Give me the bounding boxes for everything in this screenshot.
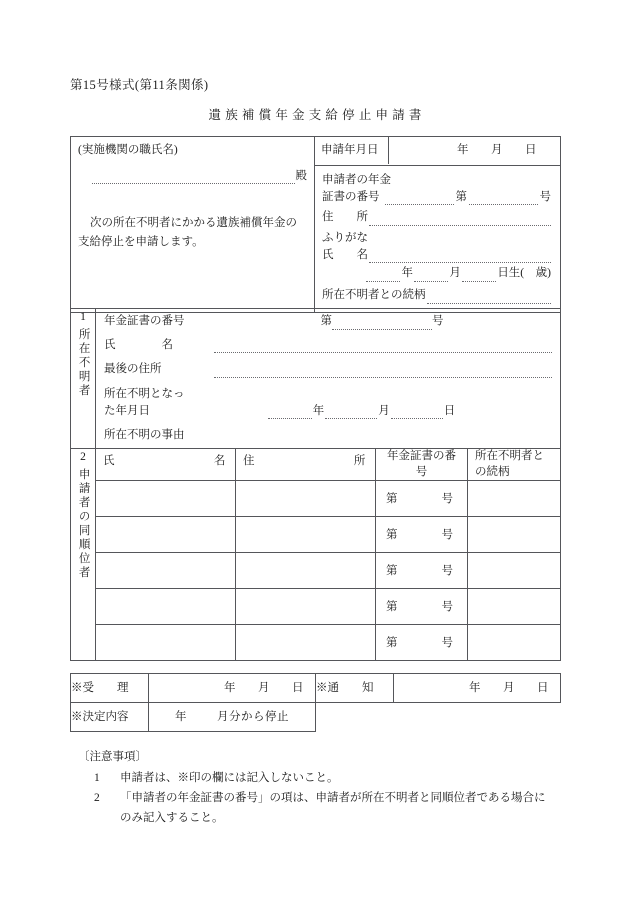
- col-header-relation-line1: 所在不明者と: [475, 450, 544, 463]
- dotted-line: [369, 213, 551, 226]
- application-date-value[interactable]: [389, 137, 560, 164]
- form-number: 第15号様式(第11条関係): [70, 78, 209, 92]
- note-item: [78, 788, 558, 808]
- col-header-address-right: 所: [353, 455, 368, 468]
- missing-person-last-address-label: 最後の住所: [104, 363, 162, 376]
- document-title: 遺族補償年金支給停止申請書: [208, 108, 426, 122]
- year-kanji: 年: [224, 681, 236, 694]
- year-kanji: 年: [312, 404, 325, 417]
- row-cert-cell[interactable]: [376, 481, 468, 517]
- birth-year-kanji: 年: [401, 267, 413, 280]
- dotted-line: [214, 340, 552, 353]
- application-date-cell: [315, 137, 561, 166]
- missing-since-label-line2: た年月日: [104, 404, 150, 417]
- section2-number: 2: [80, 451, 86, 464]
- notes-section: [78, 747, 558, 829]
- section1-vertical-label: [71, 309, 96, 449]
- empty-cell: [316, 703, 394, 732]
- month-kanji: 月: [258, 681, 270, 694]
- row-name-cell[interactable]: [96, 625, 236, 661]
- month-kanji: 月: [378, 404, 390, 417]
- go-kanji: 号: [441, 601, 453, 614]
- year-kanji: 年: [469, 681, 481, 694]
- dotted-line: [469, 192, 538, 205]
- note-text: 申請者は、※印の欄には記入しないこと。: [120, 772, 339, 785]
- missing-person-name-row[interactable]: [104, 337, 552, 354]
- go-kanji: 号: [441, 493, 453, 506]
- col-header-relation-line2: の続柄: [475, 465, 510, 478]
- receipt-date-cell[interactable]: [149, 674, 316, 703]
- row-name-cell[interactable]: [96, 553, 236, 589]
- dai-kanji: 第: [386, 601, 398, 614]
- dotted-line: [332, 317, 432, 330]
- decision-value-cell[interactable]: [149, 703, 316, 732]
- header-table: [70, 136, 561, 313]
- go-kanji: 号: [441, 529, 453, 542]
- decision-label-cell: [71, 703, 149, 732]
- section1-body: [96, 309, 561, 449]
- col-header-cert-number: [376, 449, 468, 481]
- go-kanji: 号: [432, 315, 444, 327]
- col-header-cert-line2: 号: [415, 465, 428, 478]
- applicant-birthdate-field[interactable]: [322, 265, 552, 282]
- missing-since-label-line1: 所在不明となっ: [104, 388, 185, 401]
- row-relation-cell[interactable]: [468, 517, 561, 553]
- organization-cell: [71, 137, 315, 313]
- col-header-name-right: 名: [213, 455, 228, 468]
- section1-number: 1: [80, 311, 86, 323]
- row-cert-cell[interactable]: [376, 589, 468, 625]
- dotted-line: [325, 406, 377, 419]
- note-text: 「申請者の年金証書の番号」の項は、申請者が所在不明者と同順位者である場合に: [120, 792, 546, 805]
- notice-label-cell: [316, 674, 394, 703]
- day-kanji: 日: [537, 681, 549, 694]
- dotted-line: [385, 192, 454, 205]
- day-kanji: 日: [292, 681, 304, 694]
- col-header-name: [96, 449, 236, 481]
- missing-person-last-address-row[interactable]: [104, 361, 552, 378]
- notice-date-cell[interactable]: [394, 674, 561, 703]
- row-address-cell[interactable]: [236, 481, 376, 517]
- organization-name-field[interactable]: [78, 168, 307, 185]
- applicant-info-cell: [315, 166, 561, 313]
- missing-since-date-row[interactable]: [104, 386, 552, 419]
- birth-day-age-kanji: 日生( 歳): [497, 267, 551, 280]
- row-address-cell[interactable]: [236, 625, 376, 661]
- table-row[interactable]: [71, 589, 561, 625]
- row-relation-cell[interactable]: [468, 553, 561, 589]
- col-header-address: [236, 449, 376, 481]
- row-name-cell[interactable]: [96, 517, 236, 553]
- applicant-address-field[interactable]: [322, 209, 552, 226]
- year-kanji: 年: [457, 144, 469, 156]
- table-row[interactable]: [71, 553, 561, 589]
- col-header-name-left: 氏: [103, 455, 118, 468]
- empty-cell: [394, 703, 561, 732]
- applicant-cert-label-line2: 証書の番号: [322, 190, 380, 203]
- dai-kanji: 第: [386, 637, 398, 650]
- note-item: [78, 768, 558, 788]
- official-use-table: [70, 673, 561, 732]
- section1-label-text: 所在不明者: [77, 327, 90, 398]
- notes-title: 〔注意事項〕: [78, 751, 147, 763]
- col-header-relation: [468, 449, 561, 481]
- col-header-address-left: 住: [243, 455, 258, 468]
- notice-label: ※通 知: [316, 681, 374, 694]
- row-name-cell[interactable]: [96, 589, 236, 625]
- row-relation-cell[interactable]: [468, 625, 561, 661]
- day-kanji: 日: [443, 404, 456, 417]
- note-number: 2: [94, 792, 100, 805]
- decision-year-kanji: 年: [175, 710, 187, 723]
- application-statement: 次の所在不明者にかかる遺族補償年金の支給停止を申請します。: [78, 217, 297, 248]
- applicant-furigana-label: ふりがな: [322, 232, 368, 245]
- organization-label: (実施機関の職氏名): [78, 144, 178, 156]
- row-cert-cell[interactable]: [376, 553, 468, 589]
- dotted-line: [366, 269, 400, 282]
- dotted-line: [391, 406, 443, 419]
- note-number: 1: [94, 772, 100, 785]
- month-kanji: 月: [491, 144, 503, 156]
- go-kanji: 号: [539, 190, 551, 203]
- dai-kanji: 第: [386, 565, 398, 578]
- applicant-name-label: 氏 名: [322, 248, 368, 261]
- month-kanji: 月: [503, 681, 515, 694]
- birth-month-kanji: 月: [449, 267, 461, 280]
- row-relation-cell[interactable]: [468, 589, 561, 625]
- dai-kanji: 第: [320, 315, 332, 327]
- decision-label: ※決定内容: [71, 710, 129, 723]
- dotted-line: [268, 406, 312, 419]
- day-kanji: 日: [525, 144, 537, 156]
- dotted-line: [427, 291, 552, 304]
- missing-reason-row[interactable]: [104, 427, 552, 444]
- applicant-relation-label: 所在不明者との続柄: [322, 289, 426, 302]
- missing-person-cert-label: 年金証書の番号: [104, 315, 185, 327]
- row-address-cell[interactable]: [236, 553, 376, 589]
- applicant-name-field[interactable]: [322, 247, 552, 264]
- dai-kanji: 第: [386, 493, 398, 506]
- col-header-cert-line1: 年金証書の番: [387, 450, 456, 463]
- decision-suspend-text: 月分から停止: [217, 710, 289, 723]
- table-row[interactable]: [71, 625, 561, 661]
- go-kanji: 号: [441, 565, 453, 578]
- row-cert-cell[interactable]: [376, 517, 468, 553]
- dotted-line: [414, 269, 448, 282]
- note-continuation: のみ記入すること。: [120, 812, 224, 825]
- missing-person-name-label: 氏 名: [104, 338, 173, 351]
- dai-kanji: 第: [386, 529, 398, 542]
- receipt-label: ※受 理: [71, 681, 129, 694]
- applicant-cert-label-line1: 申請者の年金: [322, 174, 391, 186]
- table-row[interactable]: [71, 481, 561, 517]
- row-relation-cell[interactable]: [468, 481, 561, 517]
- main-table: [70, 308, 561, 661]
- dai-kanji: 第: [455, 190, 467, 203]
- applicant-relation-field[interactable]: [322, 287, 552, 304]
- row-name-cell[interactable]: [96, 481, 236, 517]
- section2-vertical-label: [71, 449, 96, 661]
- row-address-cell[interactable]: [236, 517, 376, 553]
- receipt-label-cell: [71, 674, 149, 703]
- applicant-cert-number-field[interactable]: [322, 189, 552, 206]
- go-kanji: 号: [441, 637, 453, 650]
- table-row[interactable]: [71, 517, 561, 553]
- section2-label-text: 申請者の同順位者: [77, 467, 90, 580]
- dotted-line: [214, 365, 552, 378]
- application-date-label: 申請年月日: [315, 137, 389, 164]
- dotted-line: [92, 172, 295, 184]
- dono-honorific: 殿: [295, 169, 307, 182]
- row-address-cell[interactable]: [236, 589, 376, 625]
- dotted-line: [369, 250, 551, 263]
- missing-person-cert-row[interactable]: [104, 313, 552, 330]
- dotted-line: [462, 269, 496, 282]
- missing-reason-label: 所在不明の事由: [104, 429, 185, 442]
- applicant-address-label: 住 所: [322, 211, 368, 224]
- row-cert-cell[interactable]: [376, 625, 468, 661]
